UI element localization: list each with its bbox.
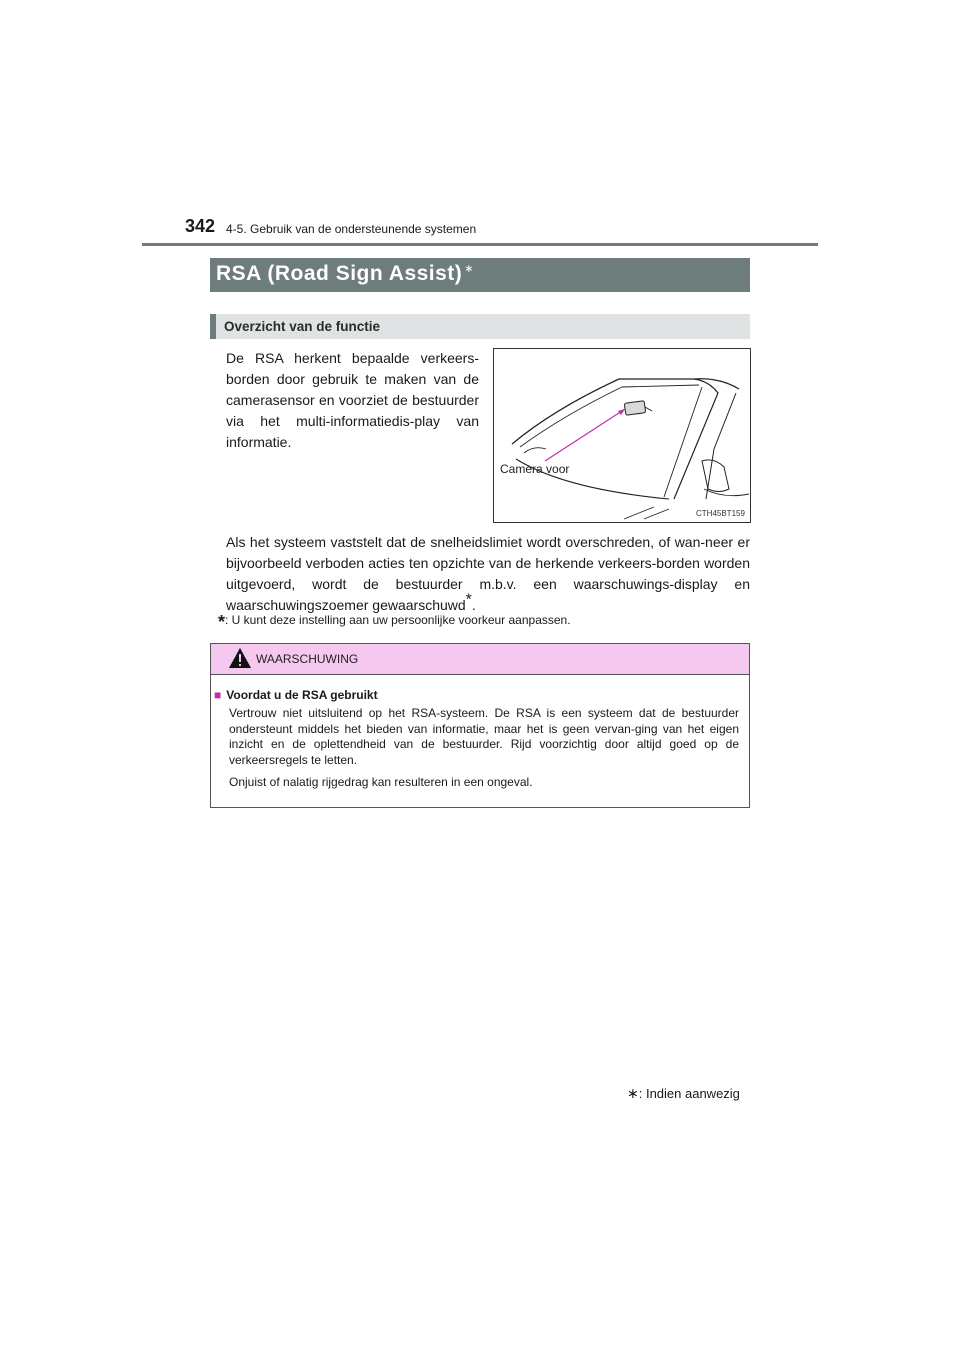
body-marker: * (465, 591, 472, 609)
title-bar (210, 258, 750, 292)
square-bullet-icon: ■ (214, 688, 222, 702)
warning-box (210, 643, 750, 808)
footnote-marker: * (218, 612, 226, 632)
footnote (218, 612, 758, 633)
camera-callout-label: Camera voor (500, 462, 570, 476)
body-end: . (471, 597, 476, 613)
subsection-accent (210, 314, 216, 339)
header-rule (142, 243, 818, 246)
page-title (216, 262, 474, 286)
body-text: Als het systeem vaststelt dat de snelheidslimiet wordt overschreden, of wan-neer er bijvoorbeeld verboden acties ten opzichte van de herkende verkeers-borden worden uitgevoerd, wordt de bestuurder m.b.v. een waarschuwings-display en waarschuwingszoemer gewaarschuwd (226, 534, 750, 613)
warning-heading (214, 688, 378, 702)
warning-paragraph-1: Vertrouw niet uitsluitend op het RSA-systeem. De RSA is een systeem dat de bestuurder ondersteunt middels het bieden van informatie, maar het is geen vervan-ging van het eigen inzicht en de oplettendheid van de bestuurder. Rijd voorzichtig door altijd goed op de verkeersregels te letten. (229, 706, 739, 767)
windshield-illustration (494, 349, 750, 522)
subsection-bar (210, 314, 750, 339)
title-marker: ∗ (464, 263, 475, 275)
section-breadcrumb: 4-5. Gebruik van de ondersteunende systemen (226, 222, 477, 236)
camera-figure (493, 348, 751, 523)
availability-text: : Indien aanwezig (638, 1086, 740, 1101)
availability-marker: ∗ (627, 1085, 639, 1101)
body-paragraph (226, 532, 750, 616)
figure-code: CTH45BT159 (696, 509, 745, 518)
warning-label: WAARSCHUWING (256, 652, 359, 666)
footnote-text: : U kunt deze instelling aan uw persoonlijke voorkeur aanpassen. (225, 613, 571, 627)
availability-note (627, 1085, 740, 1102)
warning-triangle-icon (228, 647, 252, 669)
warning-heading-text: Voordat u de RSA gebruikt (226, 688, 378, 702)
subsection-label: Overzicht van de functie (224, 319, 381, 334)
warning-paragraph-2: Onjuist of nalatig rijgedrag kan resulteren in een ongeval. (229, 775, 533, 789)
intro-paragraph: De RSA herkent bepaalde verkeers-borden door gebruik te maken van de camerasensor en voorziet de bestuurder via het multi-informatiedis-play van informatie. (226, 350, 479, 450)
warning-header (211, 644, 749, 675)
page-number: 342 (185, 216, 216, 236)
page-title-text: RSA (Road Sign Assist) (216, 262, 463, 285)
